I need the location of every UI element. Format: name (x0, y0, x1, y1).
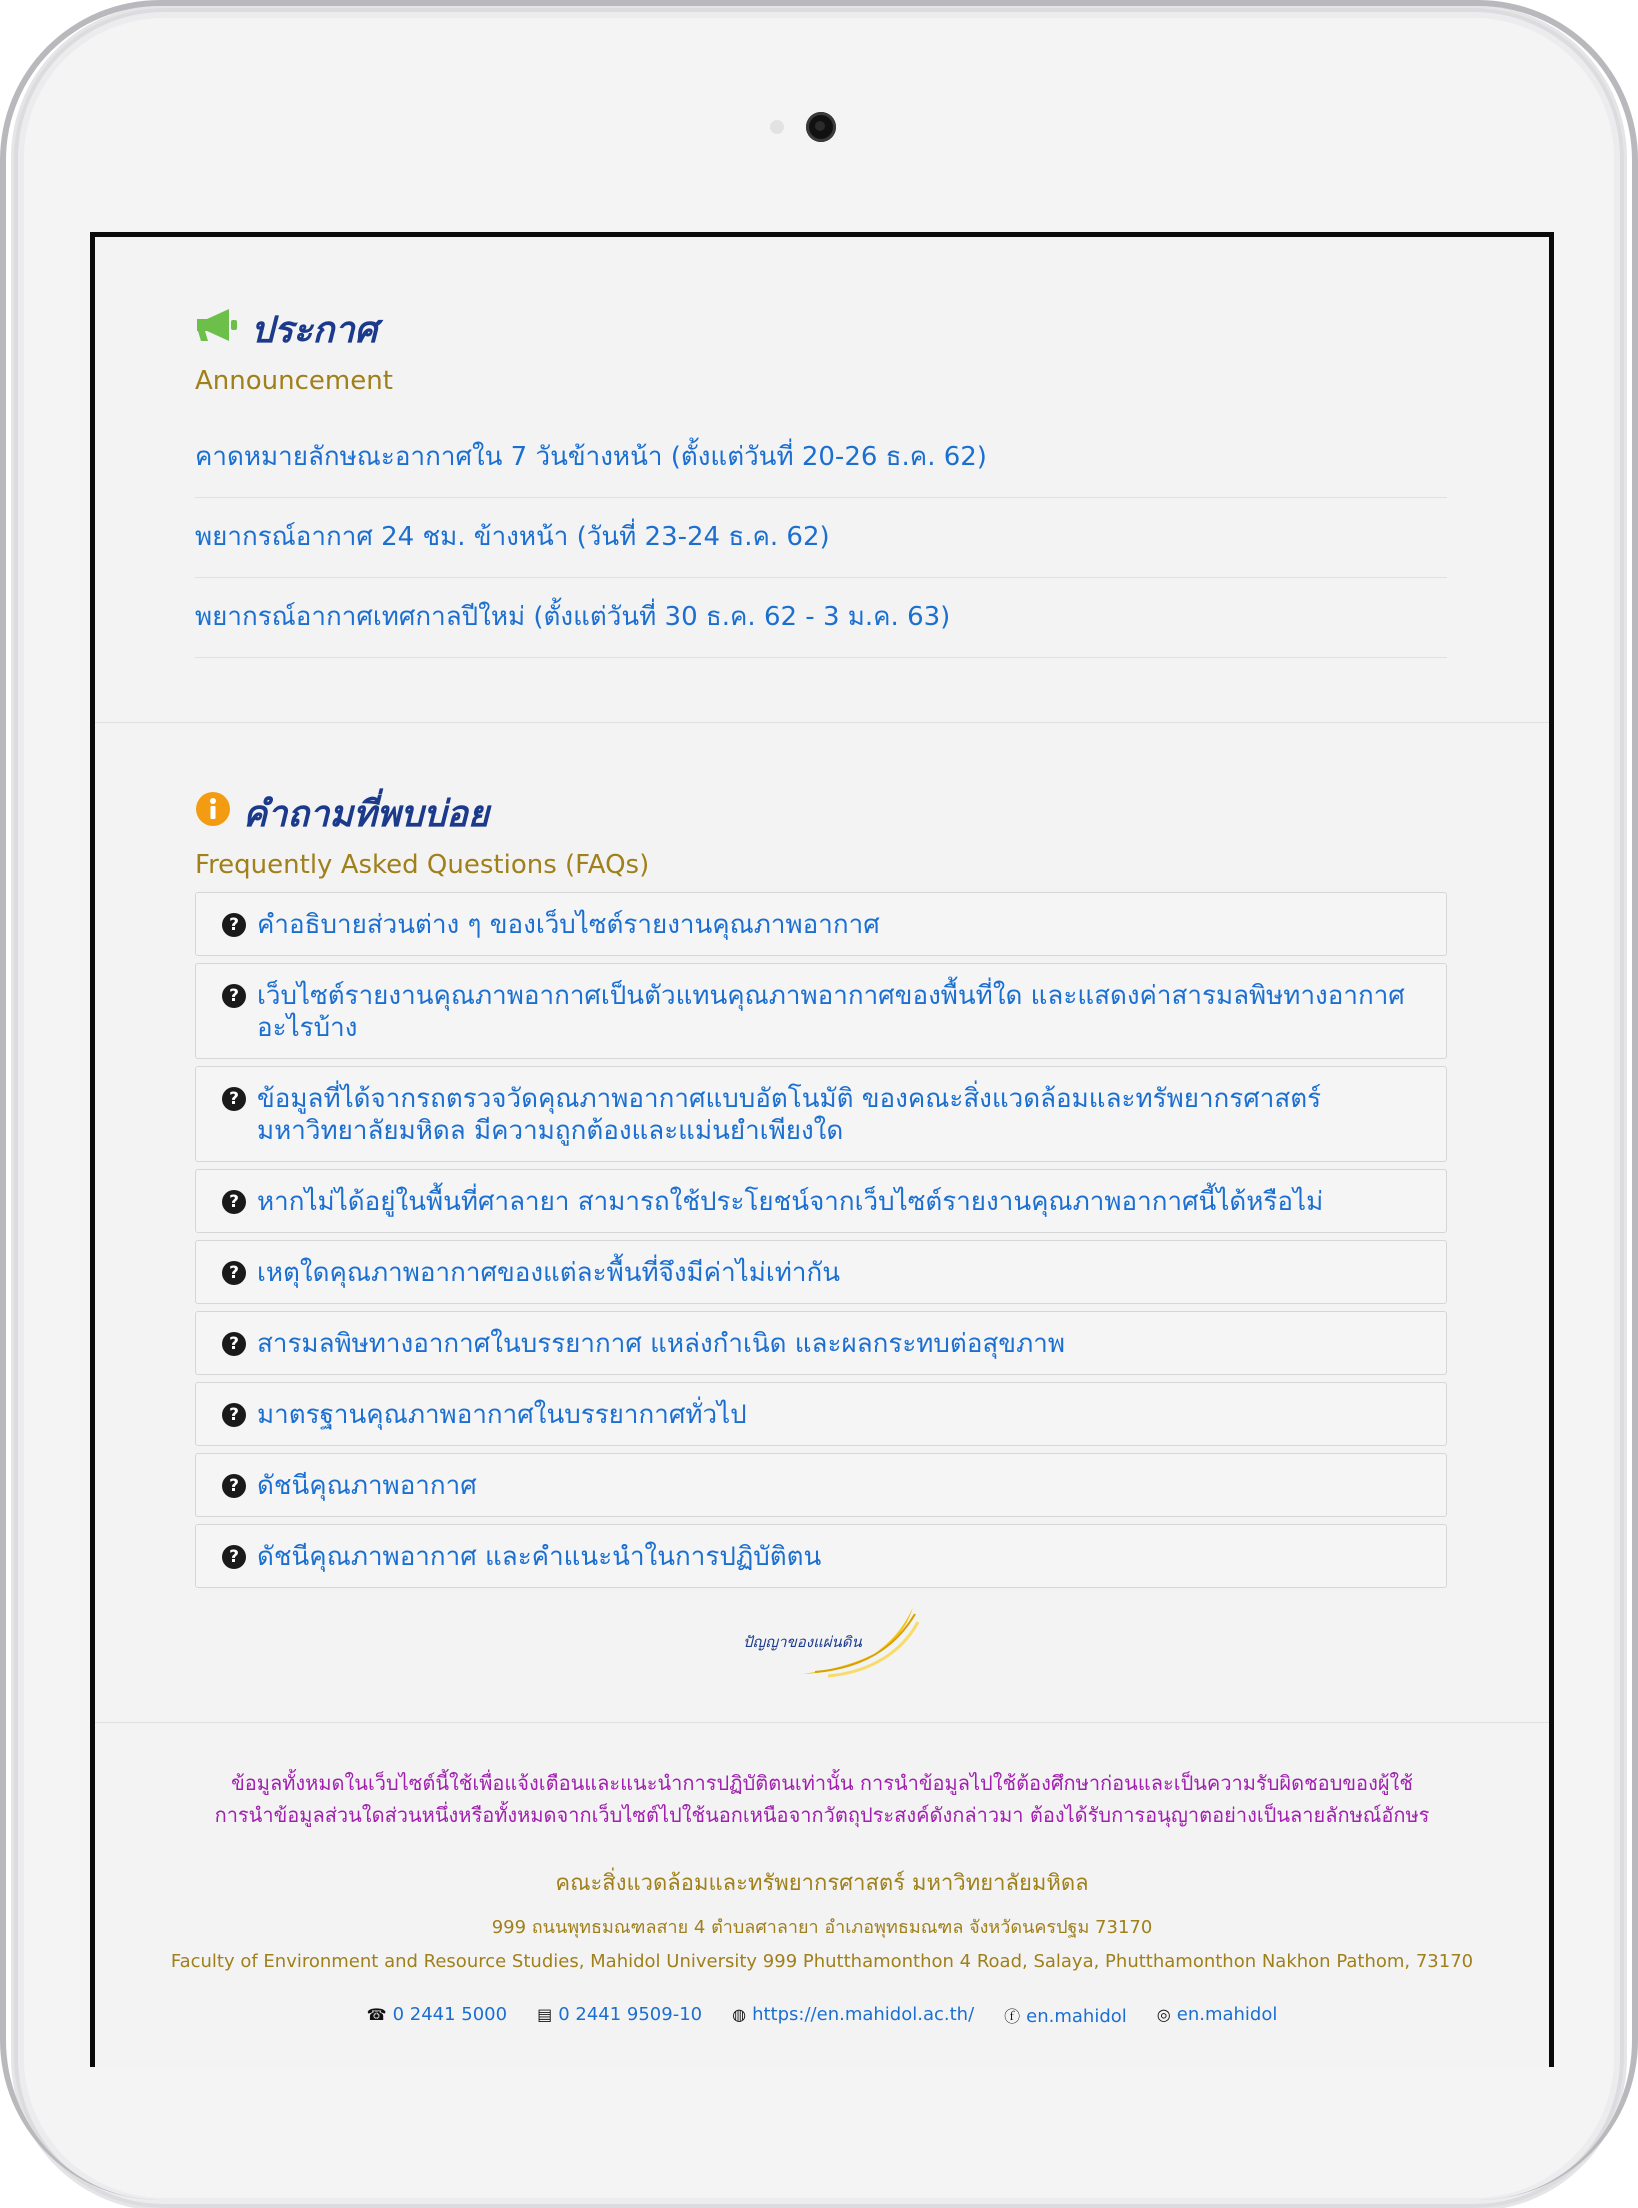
faq-item[interactable] (195, 1169, 1447, 1233)
fax-number: 0 2441 9509-10 (558, 2004, 703, 2025)
instagram-handle: en.mahidol (1176, 2004, 1278, 2025)
faq-item[interactable] (195, 1382, 1447, 1446)
globe-icon: ◍ (732, 2005, 747, 2024)
faq-item[interactable] (195, 1311, 1447, 1375)
facebook-handle: en.mahidol (1026, 2006, 1127, 2027)
phone-contact[interactable] (367, 2004, 507, 2027)
announcement-link-newyear[interactable]: พยากรณ์อากาศเทศกาลปีใหม่ (ตั้งแต่วันที่ 30 ธ.ค. 62 - 3 ม.ค. 63) (195, 578, 1447, 658)
faq-item[interactable] (195, 963, 1447, 1059)
question-circle-icon: ? (222, 913, 246, 937)
faq-question: หากไม่ได้อยู่ในพื้นที่ศาลายา สามารถใช้ประโยชน์จากเว็บไซต์รายงานคุณภาพอากาศนี้ได้หรือไม่ (257, 1187, 1324, 1217)
faq-question: ข้อมูลที่ได้จากรถตรวจวัดคุณภาพอากาศแบบอัตโนมัติ ของคณะสิ่งแวดล้อมและทรัพยากรศาสตร์ มหาวิทยาลัยมหิดล มีความถูกต้องและแม่นยำเพียงใด (257, 1084, 1322, 1146)
disclaimer-text: ข้อมูลทั้งหมดในเว็บไซต์นี้ใช้เพื่อแจ้งเตือนและแนะนำการปฏิบัติตนเท่านั้น การนำข้อมูลไปใช้ต้องศึกษาก่อนและเป็นความรับผิดชอบของผู้ใช้ การนำข้อมูลส่วนใดส่วนหนึ่งหรือทั้งหมดจากเว็บไซต์ไปใช้นอกเหนือจากวัตถุประสงค์ดังกล่าวมา ต้องได้รับการอนุญาตอย่างเป็นลายลักษณ์อักษร (214, 1771, 1430, 1827)
faq-question: มาตรฐานคุณภาพอากาศในบรรยากาศทั่วไป (257, 1400, 747, 1430)
announcement-link-24h[interactable]: พยากรณ์อากาศ 24 ชม. ข้างหน้า (วันที่ 23-24 ธ.ค. 62) (195, 498, 1447, 578)
faq-question: คำอธิบายส่วนต่าง ๆ ของเว็บไซต์รายงานคุณภาพอากาศ (257, 910, 880, 940)
fax-icon: ▤ (537, 2005, 553, 2024)
faq-question: สารมลพิษทางอากาศในบรรยากาศ แหล่งกำเนิด และผลกระทบต่อสุขภาพ (257, 1329, 1065, 1359)
footer (95, 1722, 1549, 2027)
website-url: https://en.mahidol.ac.th/ (752, 2004, 975, 2025)
address-thai: 999 ถนนพุทธมณฑลสาย 4 ตำบลศาลายา อำเภอพุทธมณฑล จังหวัดนครปฐม 73170 (491, 1917, 1153, 1938)
question-circle-icon: ? (222, 1261, 246, 1285)
question-circle-icon: ? (222, 1474, 246, 1498)
front-camera (806, 112, 836, 142)
address-english: Faculty of Environment and Resource Studies, Mahidol University 999 Phutthamonthon 4 Road, Salaya, Phutthamonthon Nakhon Pathom, 73170 (170, 1951, 1474, 1972)
announcement-list (195, 418, 1447, 658)
question-circle-icon: ? (222, 984, 246, 1008)
website-link[interactable] (732, 2004, 974, 2027)
sensor-dot (770, 120, 784, 134)
question-circle-icon: ? (222, 1403, 246, 1427)
faq-list (195, 892, 1447, 1588)
faq-item[interactable] (195, 1240, 1447, 1304)
organization-name: คณะสิ่งแวดล้อมและทรัพยากรศาสตร์ มหาวิทยาลัยมหิดล (555, 1871, 1089, 1896)
faq-question: ดัชนีคุณภาพอากาศ และคำแนะนำในการปฏิบัติตน (257, 1542, 822, 1572)
question-circle-icon: ? (222, 1190, 246, 1214)
fax-contact[interactable] (537, 2004, 702, 2027)
instagram-link[interactable] (1157, 2004, 1278, 2027)
instagram-icon: ◎ (1156, 2005, 1171, 2024)
facebook-icon: ⓕ (1004, 2007, 1021, 2026)
announcement-heading (195, 301, 1449, 358)
logo-signature: ปัญญาของแผ่นดิน (743, 1633, 862, 1651)
organization-info (95, 1865, 1549, 1972)
announcement-subtitle: Announcement (195, 366, 393, 396)
question-circle-icon: ? (222, 1087, 246, 1111)
announcement-title: ประกาศ (251, 310, 378, 351)
phone-number: 0 2441 5000 (392, 2004, 508, 2025)
announcement-section (95, 237, 1549, 658)
question-circle-icon: ? (222, 1332, 246, 1356)
faq-section (95, 723, 1549, 1588)
faq-item[interactable] (195, 1524, 1447, 1588)
faq-item[interactable] (195, 1066, 1447, 1162)
faq-title: คำถามที่พบบ่อย (243, 794, 489, 835)
mahidol-wisdom-logo (743, 1602, 923, 1682)
megaphone-icon (195, 307, 239, 352)
faq-item[interactable] (195, 1453, 1447, 1517)
screen (90, 232, 1554, 2067)
info-icon (195, 791, 231, 836)
announcement-link-7day[interactable]: คาดหมายลักษณะอากาศใน 7 วันข้างหน้า (ตั้งแต่วันที่ 20-26 ธ.ค. 62) (195, 418, 1447, 498)
phone-icon: ☎ (366, 2005, 387, 2024)
faq-heading (195, 785, 1449, 842)
question-circle-icon: ? (222, 1545, 246, 1569)
faq-item[interactable] (195, 892, 1447, 956)
faq-subtitle: Frequently Asked Questions (FAQs) (195, 850, 650, 880)
faq-question: ดัชนีคุณภาพอากาศ (257, 1471, 477, 1501)
faq-question: เหตุใดคุณภาพอากาศของแต่ละพื้นที่จึงมีค่าไม่เท่ากัน (257, 1258, 841, 1288)
facebook-link[interactable] (1004, 2004, 1127, 2027)
faq-question: เว็บไซต์รายงานคุณภาพอากาศเป็นตัวแทนคุณภาพอากาศของพื้นที่ใด และแสดงค่าสารมลพิษทางอากาศอะไรบ้าง (257, 981, 1405, 1043)
contact-bar (95, 2004, 1549, 2027)
